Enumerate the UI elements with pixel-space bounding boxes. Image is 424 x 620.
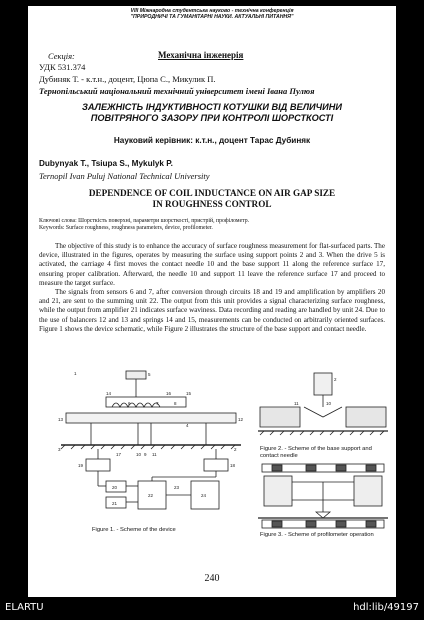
university-ukrainian: Тернопільський національний технічний університет імені Івана Пулюя <box>39 86 315 96</box>
conference-line-2: "ПРИРОДНИЧІ ТА ГУМАНІТАРНІ НАУКИ. АКТУАЛЬНІ ПИТАННЯ" <box>130 14 294 20</box>
figure-1-caption: Figure 1. - Scheme of the device <box>92 527 176 533</box>
keywords-ukrainian: Ключові слова: Шорсткість поверхні, параметри шорсткості, пристрій, профілометр. <box>39 218 250 224</box>
fig1-label-3: 3 <box>58 447 61 452</box>
fig1-label-24: 24 <box>201 493 207 498</box>
fig1-label-18: 18 <box>230 463 236 468</box>
fig1-label-10: 10 <box>136 452 142 457</box>
fig2-label-2: 2 <box>334 377 337 382</box>
authors-ukrainian: Дубиняк Т. - к.т.н., доцент, Цюпа С., Микулик П. <box>39 74 216 84</box>
fig1-label-6: 6 <box>128 401 131 406</box>
title-ukrainian <box>38 102 386 124</box>
title-english <box>38 188 386 210</box>
fig1-label-2: 2 <box>234 447 237 452</box>
paragraph-2: The signals from sensors 6 and 7, after conversion through circuits 18 and 19 and amplification by amplifiers 20 and 21, are sent to the summing unit 22. The output from this unit provides a signal characterizing surface roughness, while the output from amplifier 21 indicates surface waviness. Data recording and reading are handled by unit 24. Due to the use of balancers 12 and 13 and springs 14 and 15, measurements can be conducted on arbitrarily oriented surfaces. Figure 1 shows the device schematic, while Figure 2 illustrates the structure of the base support and contact needle. <box>39 288 385 333</box>
footer-handle: hdl:lib/49197 <box>353 602 419 613</box>
university-english: Ternopil Ivan Puluj National Technical University <box>39 171 210 181</box>
keywords-english: Keywords: Surface roughness, roughness parameters, device, profilometer. <box>39 225 213 231</box>
paragraph-1: The objective of this study is to enhance the accuracy of surface roughness measurement for flat-surfaced parts. The device, illustrated in the figures, operates by measuring the surface using support points 2 and 3. When the drive 5 is activated, the carriage 4 first moves the contact needle 10 and the base support 11 along the reference surface 17, ensuring proper calibration. Afterward, the needle 10 and support 11 leave the reference surface 17 and proceed to measure the target surface. <box>39 242 385 287</box>
fig1-label-23: 23 <box>174 485 180 490</box>
fig1-label-1: 1 <box>74 371 77 376</box>
fig1-label-7: 7 <box>156 401 159 406</box>
title-ukrainian-line-2: ПОВІТРЯНОГО ЗАЗОРУ ПРИ КОНТРОЛІ ШОРСТКОСТІ <box>90 113 334 123</box>
section-name: Механічна інженерія <box>158 50 244 60</box>
supervisor: Науковий керівник: к.т.н., доцент Тарас Дубиняк <box>113 136 311 145</box>
conference-header <box>28 8 396 20</box>
section-label: Секція: <box>48 51 75 61</box>
fig1-label-16: 16 <box>166 391 172 396</box>
title-english-line-1: DEPENDENCE OF COIL INDUCTANCE ON AIR GAP SIZE <box>88 188 336 198</box>
fig1-label-19: 19 <box>78 463 84 468</box>
paper-page <box>28 6 396 597</box>
fig1-label-9: 9 <box>144 452 147 457</box>
fig1-label-17: 17 <box>116 452 122 457</box>
figure-2-caption: Figure 2. - Scheme of the base support and contact needle <box>260 446 372 459</box>
figure-1-device-scheme <box>56 369 246 524</box>
conference-line-1: VIII Міжнародна студентська науково - технічна конференція <box>130 8 294 14</box>
authors-english: Dubynyak T., Tsiupa S., Mykulyk P. <box>39 159 173 168</box>
fig1-label-8: 8 <box>174 401 177 406</box>
fig1-label-12: 12 <box>238 417 244 422</box>
fig2-label-10: 10 <box>326 401 332 406</box>
fig1-label-15: 15 <box>186 391 192 396</box>
fig1-label-13: 13 <box>58 417 64 422</box>
fig1-label-11: 11 <box>152 452 157 457</box>
figure-2-support-needle <box>256 371 390 443</box>
footer-repository-name: ELARTU <box>5 602 44 613</box>
fig1-label-20: 20 <box>112 485 118 490</box>
figure-3-caption: Figure 3. - Scheme of profilometer operation <box>260 532 374 538</box>
page-number: 240 <box>204 573 220 584</box>
udc-code: УДК 531.374 <box>39 62 86 72</box>
title-ukrainian-line-1: ЗАЛЕЖНІСТЬ ІНДУКТИВНОСТІ КОТУШКИ ВІД ВЕЛИЧИНИ <box>81 102 343 112</box>
fig1-label-4: 4 <box>186 423 189 428</box>
fig2-label-11: 11 <box>294 401 299 406</box>
fig1-label-14: 14 <box>106 391 112 396</box>
title-english-line-2: IN ROUGHNESS CONTROL <box>152 199 272 209</box>
fig1-label-22: 22 <box>148 493 154 498</box>
fig1-label-5: 5 <box>148 372 151 377</box>
figure-3-profilometer <box>256 462 390 530</box>
fig1-label-21: 21 <box>112 501 118 506</box>
body-text <box>39 242 385 334</box>
